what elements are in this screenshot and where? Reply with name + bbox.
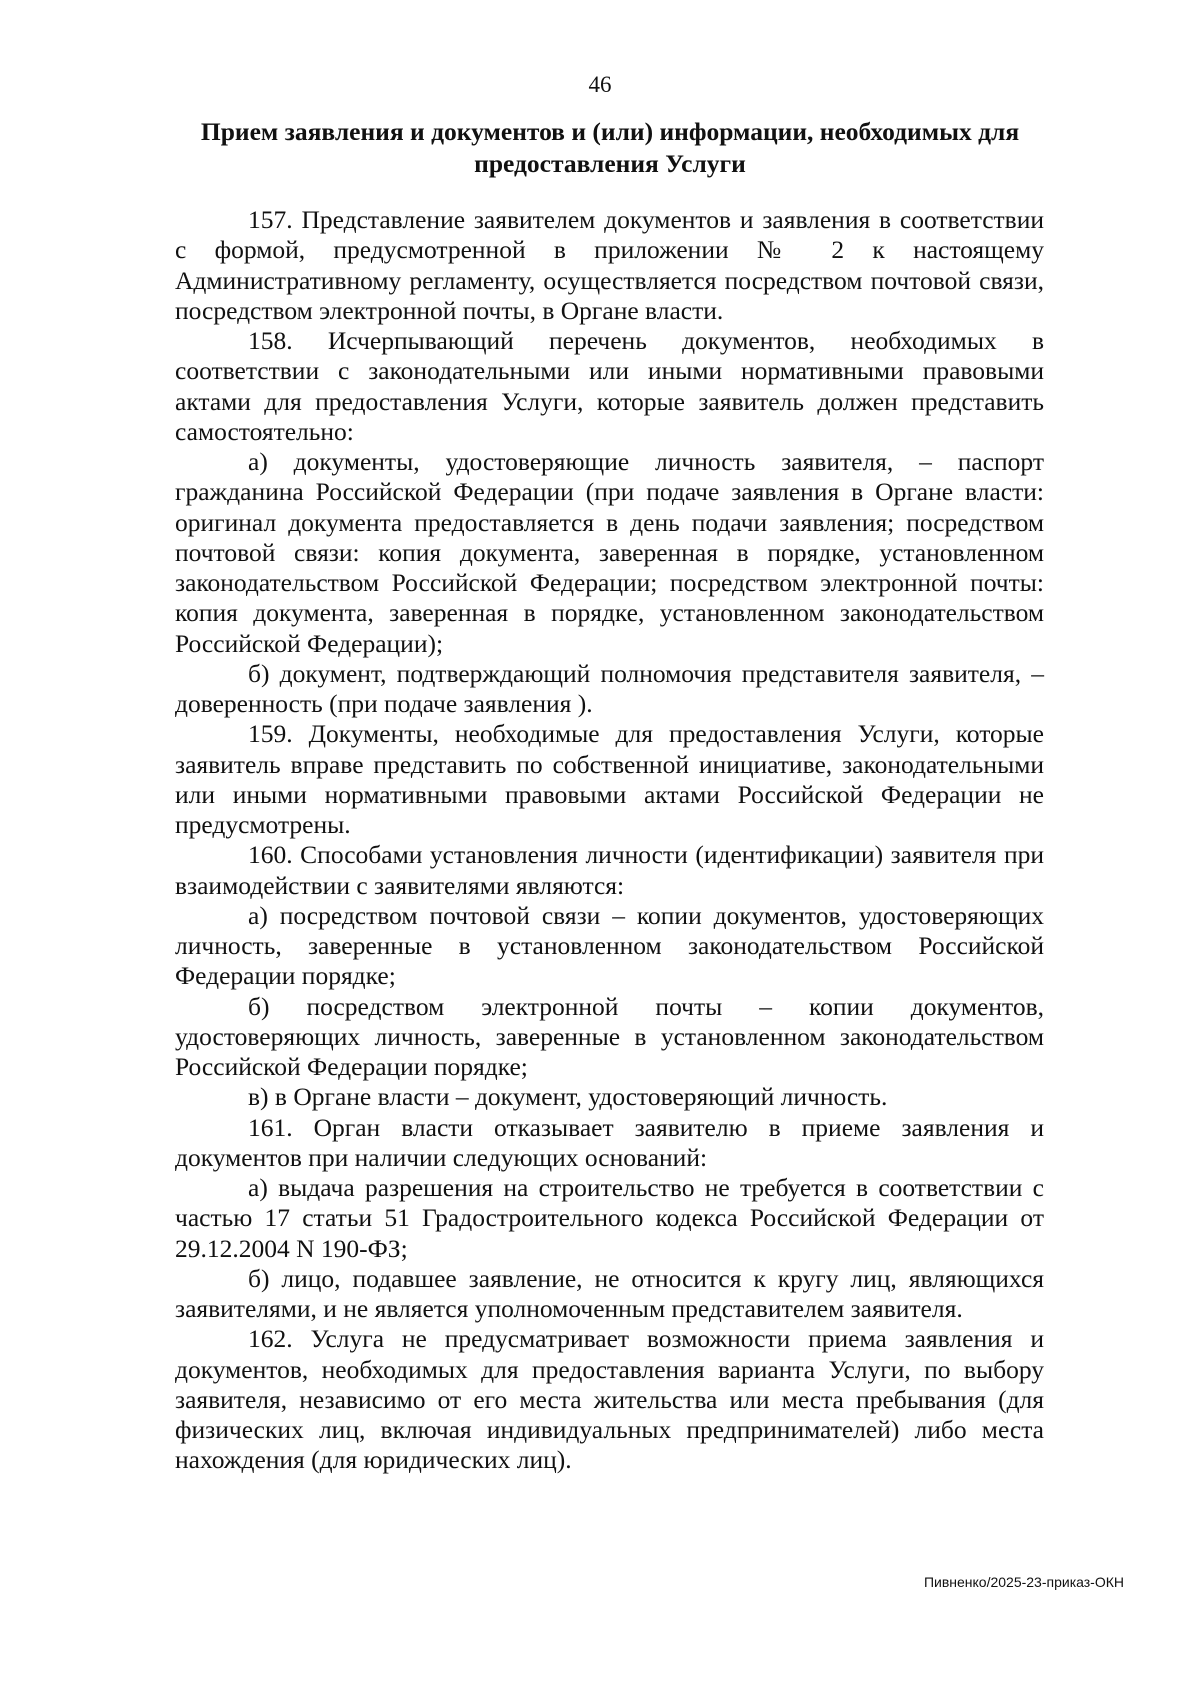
paragraph-162: 162. Услуга не предусматривает возможности приема заявления и документов, необходимых для предоставления варианта Услуги, по выбору заявителя, независимо от его места жительства или места пребывания (для физических лиц, включая индивидуальных предпринимателей) либо места нахождения (для юридических лиц). [175, 1324, 1044, 1475]
document-footer-reference: Пивненко/2025-23-приказ-ОКН [923, 1574, 1124, 1590]
page-number: 46 [588, 72, 612, 97]
paragraph-160-b: б) посредством электронной почты – копии документов, удостоверяющих личность, заверенные в установленном законодательством Российской Федерации порядке; [175, 991, 1044, 1081]
paragraph-161: 161. Орган власти отказывает заявителю в приеме заявления и документов при наличии следующих оснований: [175, 1112, 1044, 1172]
paragraph-160-v: в) в Органе власти – документ, удостоверяющий личность. [248, 1082, 888, 1112]
paragraph-158: 158. Исчерпывающий перечень документов, необходимых в соответствии с законодательными или иными нормативными правовыми актами для предоставления Услуги, которые заявитель должен представить самостоятельно: [175, 326, 1044, 446]
section-heading-line-1: Прием заявления и документов и (или) информации, необходимых для [200, 117, 1020, 146]
paragraph-160: 160. Способами установления личности (идентификации) заявителя при взаимодействии с заявителями являются: [175, 840, 1044, 900]
section-heading [175, 116, 1045, 180]
document-body [175, 205, 1044, 1476]
paragraph-161-b: б) лицо, подавшее заявление, не относится к кругу лиц, являющихся заявителями, и не является уполномоченным представителем заявителя. [175, 1263, 1044, 1323]
section-heading-line-2: предоставления Услуги [474, 149, 746, 178]
paragraph-158-a: а) документы, удостоверяющие личность заявителя, – паспорт гражданина Российской Федерации (при подаче заявления в Органе власти: оригинал документа предоставляется в день подачи заявления; посредством почтовой связи: копия документа, заверенная в порядке, установленном законодательством Российской Федерации; посредством электронной почты: копия документа, заверенная в порядке, установленном законодательством Российской Федерации); [175, 447, 1044, 658]
paragraph-157: 157. Представление заявителем документов и заявления в соответствии с формой, предусмотренной в приложении № 2 к настоящему Административному регламенту, осуществляется посредством почтовой связи, посредством электронной почты, в Органе власти. [175, 205, 1044, 325]
paragraph-158-b: б) документ, подтверждающий полномочия представителя заявителя, – доверенность (при подаче заявления ). [175, 658, 1044, 718]
paragraph-160-a: а) посредством почтовой связи – копии документов, удостоверяющих личность, заверенные в установленном законодательством Российской Федерации порядке; [175, 900, 1044, 991]
paragraph-161-a: а) выдача разрешения на строительство не требуется в соответствии с частью 17 статьи 51 Градостроительного кодекса Российской Федерации от 29.12.2004 N 190-ФЗ; [175, 1173, 1044, 1263]
paragraph-159: 159. Документы, необходимые для предоставления Услуги, которые заявитель вправе представить по собственной инициативе, законодательными или иными нормативными правовыми актами Российской Федерации не предусмотрены. [175, 719, 1044, 839]
